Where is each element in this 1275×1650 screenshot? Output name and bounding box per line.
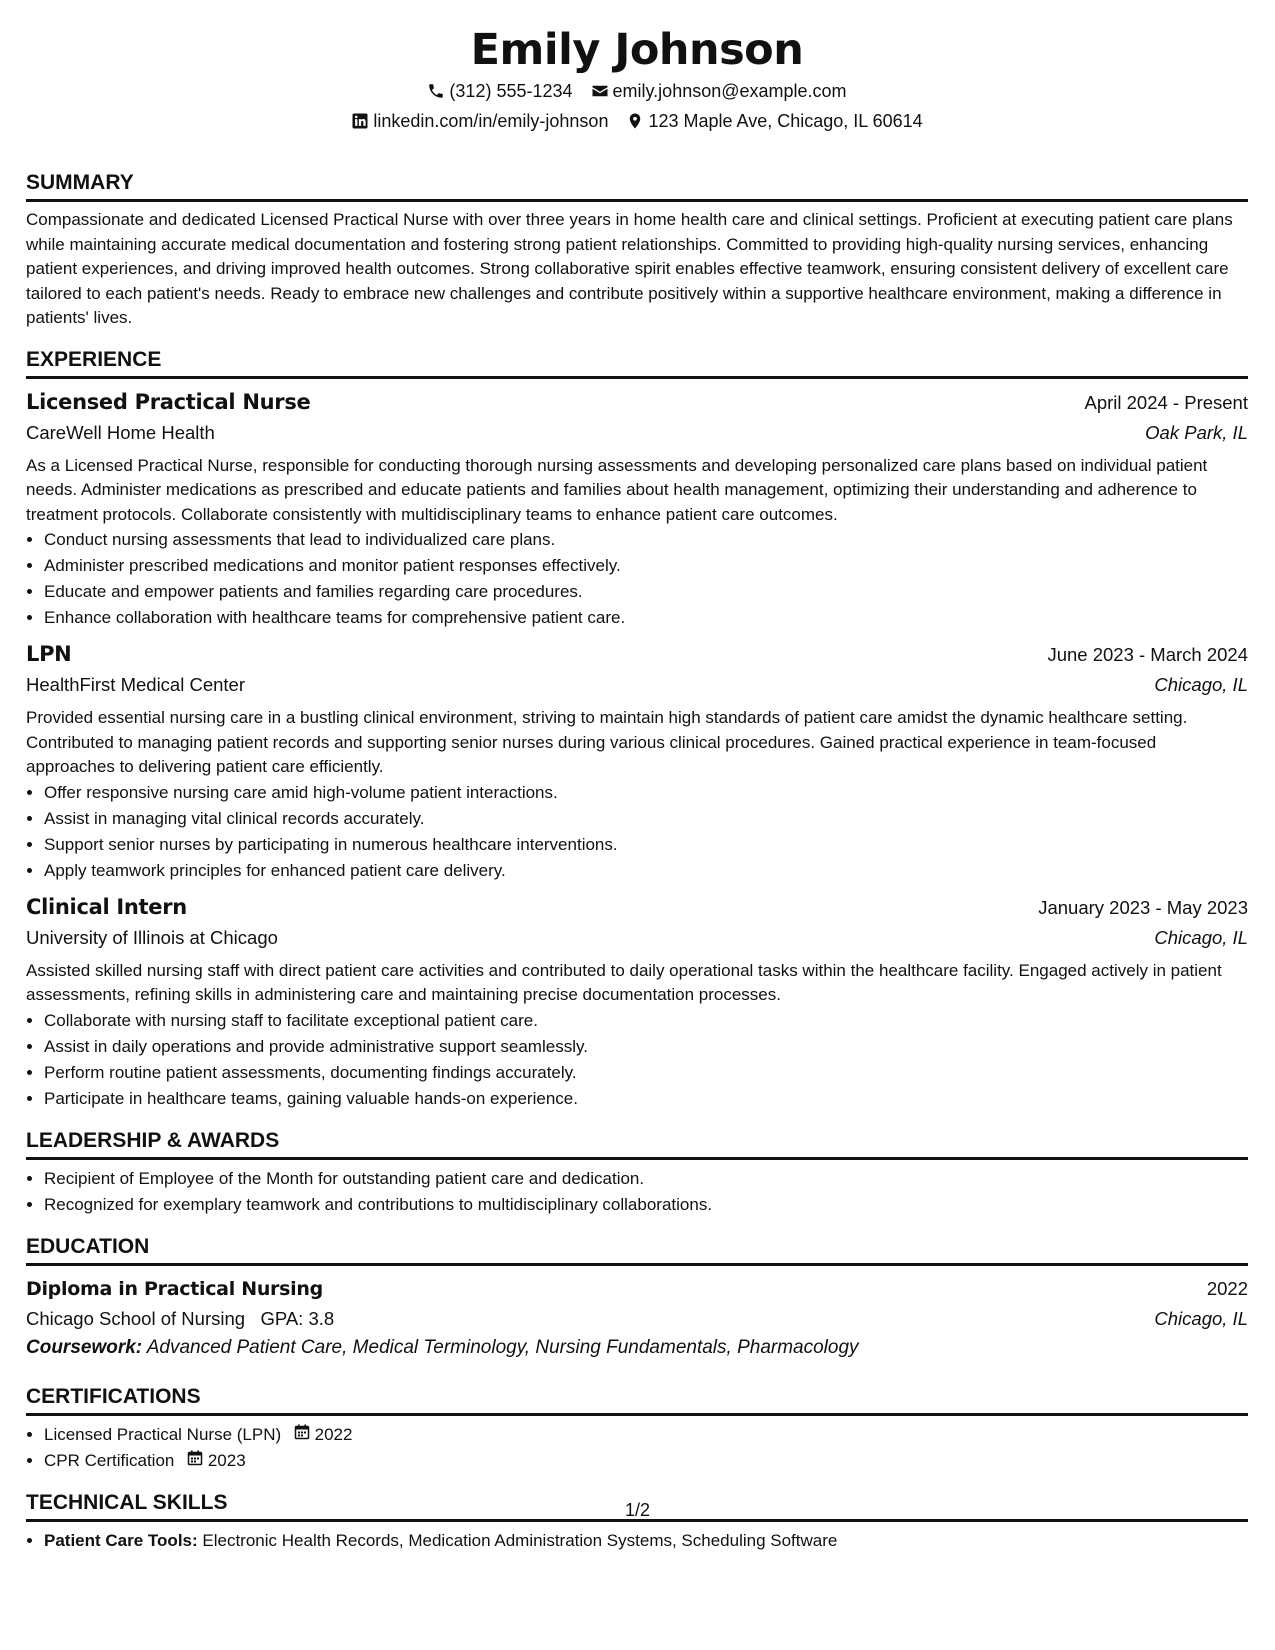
- cert-name: Licensed Practical Nurse (LPN): [44, 1424, 282, 1444]
- job-location: Chicago, IL: [1154, 926, 1248, 948]
- list-item: • Collaborate with nursing staff to facilitate exceptional patient care.: [44, 1008, 1248, 1034]
- calendar-icon: [294, 1424, 310, 1440]
- candidate-name: Emily Johnson: [470, 25, 804, 75]
- cert-name: CPR Certification: [44, 1450, 175, 1470]
- list-item: • Conduct nursing assessments that lead to individualized care plans.: [44, 527, 1248, 553]
- summary-heading: SUMMARY: [26, 170, 1248, 202]
- job-company: HealthFirst Medical Center: [26, 674, 245, 695]
- list-item: • Support senior nurses by participating in numerous healthcare interventions.: [44, 832, 1248, 858]
- phone-text: (312) 555-1234: [449, 81, 573, 101]
- resume-page: [26, 0, 1248, 1554]
- calendar-icon: [187, 1450, 203, 1466]
- list-item: • Recognized for exemplary teamwork and contributions to multidisciplinary collaborations.: [44, 1192, 1248, 1218]
- education-location: Chicago, IL: [1154, 1307, 1248, 1329]
- skills-heading: TECHNICAL SKILLS: [26, 1490, 1248, 1522]
- list-item: • Assist in daily operations and provide administrative support seamlessly.: [44, 1034, 1248, 1060]
- list-item: • Apply teamwork principles for enhanced patient care delivery.: [44, 858, 1248, 884]
- list-item: • Perform routine patient assessments, documenting findings accurately.: [44, 1060, 1248, 1086]
- certifications-list: [26, 1422, 1248, 1474]
- job-bullets: [26, 527, 1248, 631]
- coursework-text: Advanced Patient Care, Medical Terminology, Nursing Fundamentals, Pharmacology: [146, 1336, 859, 1358]
- job-dates: June 2023 - March 2024: [1047, 644, 1248, 665]
- list-item: • Assist in managing vital clinical records accurately.: [44, 806, 1248, 832]
- job-bullets: [26, 780, 1248, 884]
- coursework-line: [26, 1334, 1248, 1362]
- phone-icon: [427, 82, 445, 100]
- job-description: Assisted skilled nursing staff with direct patient care activities and contributed to daily operational tasks within the healthcare facility. Engaged actively in patient assessments, refining skills in administering care and maintaining precise documentation processes.: [26, 960, 1222, 1004]
- phone-contact: [427, 76, 572, 106]
- job-location: Chicago, IL: [1154, 674, 1248, 695]
- contact-row-1: [26, 76, 1248, 106]
- list-item: • Enhance collaboration with healthcare teams for comprehensive patient care.: [44, 605, 1248, 631]
- list-item: [44, 1422, 1248, 1448]
- education-heading: EDUCATION: [26, 1234, 1248, 1266]
- skills-list: [26, 1528, 1248, 1554]
- degree-title: Diploma in Practical Nursing: [26, 1277, 323, 1300]
- education-entry: [26, 1274, 1248, 1362]
- list-item: • Offer responsive nursing care amid high-volume patient interactions.: [44, 780, 1248, 806]
- job-title: LPN: [26, 642, 72, 666]
- page-number: 1/2: [624, 1500, 651, 1520]
- list-item: • Educate and empower patients and families regarding care procedures.: [44, 579, 1248, 605]
- job-location: Oak Park, IL: [1145, 421, 1248, 443]
- leadership-heading: LEADERSHIP & AWARDS: [26, 1128, 1248, 1160]
- experience-heading: EXPERIENCE: [26, 347, 1248, 379]
- list-item: [44, 1528, 1248, 1554]
- job-title: Licensed Practical Nurse: [26, 389, 311, 414]
- address-text: 123 Maple Ave, Chicago, IL 60614: [648, 111, 923, 131]
- job-dates: April 2024 - Present: [1084, 391, 1248, 413]
- summary-text: Compassionate and dedicated Licensed Practical Nurse with over three years in home health care and clinical settings. Proficient at executing patient care plans while maintaining accurate medical documentation and fostering strong patient relationships. Committed to providing high-quality nursing services, enhancing patient experiences, and driving improved health outcomes. Strong collaborative spirit enables effective teamwork, ensuring consistent delivery of excellent care tailored to each patient's needs. Ready to embrace new challenges and contribute positively within a supportive healthcare environment, making a difference in patients' lives.: [26, 210, 1233, 327]
- job-dates: January 2023 - May 2023: [1038, 896, 1248, 918]
- list-item: • Participate in healthcare teams, gaining valuable hands-on experience.: [44, 1086, 1248, 1112]
- job-description: Provided essential nursing care in a bustling clinical environment, striving to maintain high standards of patient care amidst the dynamic healthcare setting. Contributed to managing patient records and supporting senior nurses during various clinical procedures. Gained practical experience in team-focused approaches to delivering patient care efficiently.: [26, 708, 1188, 776]
- coursework-label: Coursework:: [26, 1336, 143, 1358]
- gpa-text: GPA: 3.8: [260, 1307, 335, 1329]
- map-pin-icon: [626, 112, 644, 130]
- cert-year: 2022: [314, 1424, 353, 1444]
- job-entry: [26, 387, 1248, 632]
- list-item: [44, 1448, 1248, 1474]
- cert-year: 2023: [207, 1450, 246, 1470]
- education-school-line: [26, 1304, 334, 1334]
- job-entry: [26, 892, 1248, 1112]
- job-bullets: [26, 1008, 1248, 1112]
- envelope-icon: [591, 82, 609, 100]
- job-entry: [26, 639, 1248, 884]
- job-company: University of Illinois at Chicago: [26, 926, 278, 948]
- address-contact: [626, 106, 922, 136]
- linkedin-contact[interactable]: [351, 106, 608, 136]
- list-item: • Administer prescribed medications and monitor patient responses effectively.: [44, 553, 1248, 579]
- job-company: CareWell Home Health: [26, 421, 215, 443]
- job-title: Clinical Intern: [26, 894, 187, 919]
- certifications-heading: CERTIFICATIONS: [26, 1384, 1248, 1416]
- skill-label: Patient Care Tools:: [44, 1530, 198, 1550]
- email-text[interactable]: emily.johnson@example.com: [612, 81, 847, 101]
- linkedin-text[interactable]: linkedin.com/in/emily-johnson: [373, 111, 609, 131]
- school-name: Chicago School of Nursing: [26, 1307, 246, 1329]
- skill-value: Electronic Health Records, Medication Administration Systems, Scheduling Software: [202, 1530, 838, 1550]
- education-year: 2022: [1206, 1277, 1248, 1299]
- list-item: • Recipient of Employee of the Month for outstanding patient care and dedication.: [44, 1166, 1248, 1192]
- contact-row-2: [26, 106, 1248, 136]
- linkedin-icon: [351, 112, 369, 130]
- email-contact[interactable]: [591, 76, 847, 106]
- job-description: As a Licensed Practical Nurse, responsible for conducting thorough nursing assessments and developing personalized care plans based on individual patient needs. Administer medications as prescribed and educate patients and families about health management, optimizing their understanding and adherence to treatment protocols. Collaborate consistently with multidisciplinary teams to enhance patient care outcomes.: [26, 455, 1208, 524]
- leadership-list: [26, 1166, 1248, 1218]
